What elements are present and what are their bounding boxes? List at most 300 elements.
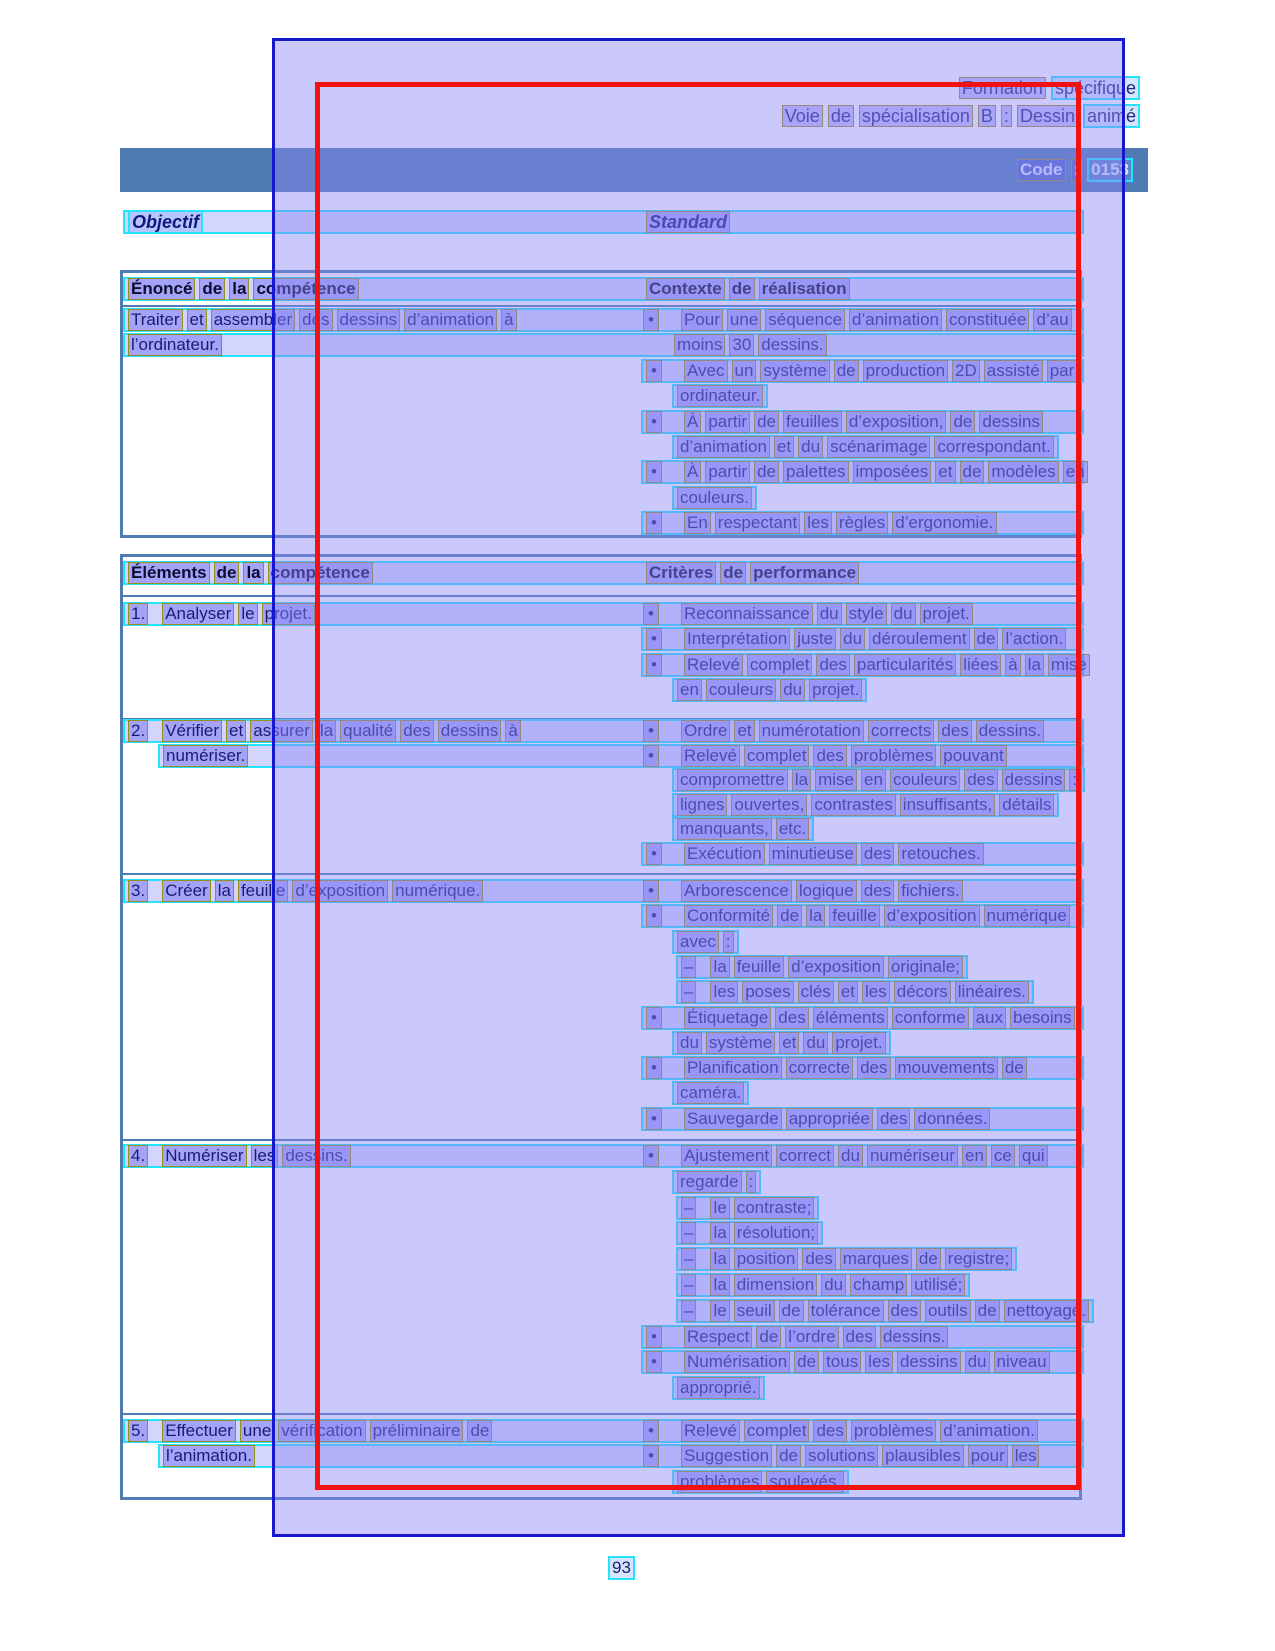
word-box: style xyxy=(846,603,887,625)
word-box: animé xyxy=(1083,104,1140,128)
token-group xyxy=(646,562,859,584)
word-box: Analyser xyxy=(162,603,234,625)
word-box: une xyxy=(240,1420,274,1442)
word-box: la xyxy=(710,1248,729,1270)
row-divider xyxy=(123,873,1079,875)
page-number xyxy=(608,1556,635,1580)
word-box: de xyxy=(199,278,225,300)
word-box: numérique xyxy=(984,905,1070,927)
word-box: le xyxy=(238,603,257,625)
word-box: en xyxy=(861,769,886,791)
word-box: Respect xyxy=(684,1326,752,1348)
word-box: de xyxy=(720,562,746,584)
word-box: 5. xyxy=(128,1420,148,1442)
word-box: feuille xyxy=(829,905,879,927)
left-cell-text xyxy=(128,334,222,356)
word-box: : xyxy=(1001,105,1012,127)
word-box: des xyxy=(964,769,997,791)
left-cell-text xyxy=(128,720,521,742)
right-cell-text xyxy=(643,1145,1048,1167)
word-box: particularités xyxy=(854,654,956,676)
word-box: du xyxy=(891,603,916,625)
word-box: d’exposition xyxy=(884,905,980,927)
word-box: du xyxy=(838,1145,863,1167)
word-box: en xyxy=(677,679,702,701)
right-cell-text xyxy=(646,1057,1027,1079)
header-line-formation xyxy=(959,76,1140,100)
word-box: logique xyxy=(796,880,857,902)
word-box: 3. xyxy=(128,880,148,902)
right-cell-text xyxy=(677,436,1054,458)
right-cell-text xyxy=(681,981,1029,1003)
word-box: du xyxy=(965,1351,990,1373)
word-box: la xyxy=(229,278,249,300)
word-box: Conformité xyxy=(684,905,773,927)
word-box: correct xyxy=(776,1145,834,1167)
right-cell-text xyxy=(646,905,1070,927)
word-box: caméra. xyxy=(677,1082,744,1104)
word-box: Pour xyxy=(681,309,723,331)
word-box: : xyxy=(1071,159,1083,181)
word-box: préliminaire xyxy=(370,1420,464,1442)
word-box: besoins xyxy=(1010,1007,1075,1029)
word-box: À xyxy=(684,411,701,433)
left-cell-text xyxy=(128,1145,351,1167)
word-box: corrects xyxy=(868,720,934,742)
word-box: Vérifier xyxy=(162,720,222,742)
word-box: les xyxy=(865,1351,893,1373)
word-box: ce xyxy=(991,1145,1015,1167)
word-box: du xyxy=(798,436,823,458)
bullet-icon: • xyxy=(643,1420,659,1442)
word-box: projet. xyxy=(920,603,973,625)
right-cell-text xyxy=(646,360,1077,382)
word-box: d’animation xyxy=(404,309,497,331)
word-box: Reconnaissance xyxy=(681,603,813,625)
word-box: – xyxy=(681,1274,696,1296)
word-box: utilisé; xyxy=(911,1274,965,1296)
word-box: avec xyxy=(677,931,719,953)
word-box: Énoncé xyxy=(128,278,195,300)
word-box: la xyxy=(243,562,263,584)
word-box: en xyxy=(962,1145,987,1167)
word-box: d’animation xyxy=(849,309,942,331)
word-box: liées xyxy=(960,654,1001,676)
word-box: dessins xyxy=(897,1351,961,1373)
word-box: des xyxy=(400,720,433,742)
word-box: constituée xyxy=(946,309,1030,331)
text-line xyxy=(676,1247,1017,1271)
text-line xyxy=(676,1196,819,1220)
word-box: d’ergonomie. xyxy=(892,512,996,534)
right-cell-text xyxy=(643,603,973,625)
word-box: la xyxy=(215,880,234,902)
word-box: détails xyxy=(999,794,1054,816)
right-cell-text xyxy=(643,1420,1038,1442)
word-box: du xyxy=(821,1274,846,1296)
word-box: données. xyxy=(914,1108,990,1130)
word-box: de xyxy=(756,1326,781,1348)
left-cell-text xyxy=(163,1445,255,1467)
word-box: 0153 xyxy=(1087,158,1133,182)
word-box: Étiquetage xyxy=(684,1007,771,1029)
word-box: complet xyxy=(744,1420,810,1442)
word-box: une xyxy=(727,309,761,331)
word-box: du xyxy=(780,679,805,701)
word-box: de xyxy=(960,461,985,483)
text-line xyxy=(641,511,1084,535)
word-box: – xyxy=(681,1300,696,1322)
word-box: etc. xyxy=(776,818,809,840)
word-box: linéaires. xyxy=(955,981,1029,1003)
word-box: dessins xyxy=(1002,769,1066,791)
word-box: Critères xyxy=(646,562,716,584)
left-cell-text xyxy=(128,309,517,331)
word-box: qui xyxy=(1019,1145,1048,1167)
word-box: projet. xyxy=(809,679,862,701)
word-box: position xyxy=(734,1248,799,1270)
word-box: de xyxy=(950,411,975,433)
word-box: Avec xyxy=(684,360,728,382)
code-text xyxy=(1017,158,1133,182)
bullet-icon: • xyxy=(646,1108,662,1130)
bullet-icon: • xyxy=(643,745,659,767)
word-box: minutieuse xyxy=(769,843,857,865)
word-box: Suggestion xyxy=(681,1445,772,1467)
right-cell-text xyxy=(677,1171,756,1193)
word-box: Numériser xyxy=(162,1145,246,1167)
right-cell-text xyxy=(681,1274,965,1296)
bullet-icon: • xyxy=(643,880,659,902)
word-box: du xyxy=(803,1032,828,1054)
word-box: la xyxy=(1025,654,1044,676)
text-line xyxy=(672,817,814,841)
table-header-line xyxy=(123,277,1084,301)
word-box: regarde xyxy=(677,1171,742,1193)
right-cell-text xyxy=(646,628,1066,650)
word-box: du xyxy=(677,1032,702,1054)
right-cell-text xyxy=(681,956,963,978)
text-line xyxy=(123,602,1084,626)
word-box: Éléments xyxy=(128,562,210,584)
word-box: Contexte xyxy=(646,278,725,300)
right-cell-text xyxy=(677,385,763,407)
text-line xyxy=(641,627,1084,651)
word-box: des xyxy=(938,720,971,742)
bullet-icon: • xyxy=(643,720,659,742)
word-box: les xyxy=(251,1145,279,1167)
word-box: Relevé xyxy=(684,654,743,676)
word-box: champ xyxy=(850,1274,907,1296)
word-box: les xyxy=(862,981,890,1003)
word-box: production xyxy=(863,360,948,382)
word-box: la xyxy=(317,720,336,742)
text-line xyxy=(641,460,1084,484)
text-line xyxy=(641,653,1087,677)
word-box: feuille xyxy=(238,880,288,902)
word-box: feuille xyxy=(734,956,784,978)
objectif-standard-line xyxy=(123,210,1084,234)
word-box: pouvant xyxy=(940,745,1007,767)
text-line xyxy=(158,744,1084,768)
word-box: par xyxy=(1047,360,1078,382)
right-cell-text xyxy=(681,1222,818,1244)
text-line xyxy=(672,1170,761,1194)
word-box: numérotation xyxy=(759,720,864,742)
text-line xyxy=(676,1221,823,1245)
right-cell-text xyxy=(677,679,862,701)
word-box: de xyxy=(975,1300,1000,1322)
word-box: problèmes xyxy=(851,1420,936,1442)
word-box: 2D xyxy=(952,360,980,382)
word-box: des xyxy=(299,309,332,331)
word-box: système xyxy=(760,360,829,382)
word-box: des xyxy=(861,843,894,865)
word-box: nettoyage. xyxy=(1004,1300,1089,1322)
word-box: En xyxy=(684,512,711,534)
bullet-icon: • xyxy=(643,309,659,331)
word-box: B xyxy=(978,105,996,127)
word-box: dessins. xyxy=(880,1326,948,1348)
word-box: Planification xyxy=(684,1057,782,1079)
word-box: dimension xyxy=(734,1274,818,1296)
right-cell-text xyxy=(677,487,752,509)
text-line xyxy=(672,678,867,702)
word-box: marques xyxy=(840,1248,912,1270)
word-box: en xyxy=(1063,461,1088,483)
text-line xyxy=(676,1299,1094,1323)
word-box: originale; xyxy=(888,956,963,978)
word-box: – xyxy=(681,981,696,1003)
word-box: dessins xyxy=(337,309,401,331)
word-box: approprié. xyxy=(677,1377,760,1399)
word-box: numériseur xyxy=(867,1145,958,1167)
word-box: – xyxy=(681,1197,696,1219)
text-line xyxy=(123,333,1084,357)
word-box: Exécution xyxy=(684,843,765,865)
word-box: d’au xyxy=(1033,309,1071,331)
bullet-icon: • xyxy=(646,905,662,927)
word-box: Standard xyxy=(646,211,730,233)
word-box: à xyxy=(501,309,516,331)
word-box: des xyxy=(813,745,846,767)
word-box: de xyxy=(777,905,802,927)
bullet-icon: • xyxy=(646,512,662,534)
word-box: de xyxy=(754,461,779,483)
left-cell-text xyxy=(163,745,248,767)
word-box: de xyxy=(916,1248,941,1270)
word-box: des xyxy=(857,1057,890,1079)
word-box: à xyxy=(505,720,520,742)
bullet-icon: • xyxy=(646,843,662,865)
word-box: Code xyxy=(1017,159,1066,181)
text-line xyxy=(123,879,1084,903)
token-group xyxy=(128,562,373,584)
text-line xyxy=(672,793,1059,817)
word-box: et xyxy=(935,461,955,483)
word-box: Ajustement xyxy=(681,1145,772,1167)
bullet-icon: • xyxy=(646,654,662,676)
word-box: 4. xyxy=(128,1145,148,1167)
right-cell-text xyxy=(646,1108,990,1130)
word-box: spécifique xyxy=(1051,76,1140,100)
word-box: assembler xyxy=(211,309,295,331)
left-cell-text xyxy=(128,603,315,625)
word-box: de xyxy=(974,628,999,650)
word-box: Créer xyxy=(162,880,211,902)
text-line xyxy=(123,308,1084,332)
word-box: complet xyxy=(744,745,810,767)
word-box: scénarimage xyxy=(827,436,930,458)
word-box: problèmes xyxy=(851,745,936,767)
word-box: de xyxy=(776,1445,801,1467)
word-box: d’exposition, xyxy=(846,411,947,433)
word-box: Numérisation xyxy=(684,1351,790,1373)
word-box: de xyxy=(779,1300,804,1322)
table-header-line xyxy=(123,561,1084,585)
text-line xyxy=(641,1056,1084,1080)
word-box: de xyxy=(214,562,240,584)
right-cell-text xyxy=(646,843,984,865)
text-line xyxy=(641,410,1084,434)
text-line xyxy=(123,719,1084,743)
word-box: : xyxy=(1069,769,1080,791)
text-line xyxy=(672,1081,749,1105)
word-box: 2. xyxy=(128,720,148,742)
word-box: projet. xyxy=(832,1032,885,1054)
word-box: – xyxy=(681,956,696,978)
word-box: les xyxy=(1012,1445,1040,1467)
right-cell-text xyxy=(646,1351,1050,1373)
right-cell-text xyxy=(677,1032,886,1054)
right-cell-text xyxy=(646,654,1090,676)
text-line xyxy=(641,1350,1084,1374)
word-box: décors xyxy=(894,981,951,1003)
word-box: Sauvegarde xyxy=(684,1108,782,1130)
word-box: des xyxy=(888,1300,921,1322)
text-line xyxy=(641,359,1084,383)
right-cell-text xyxy=(643,880,963,902)
word-box: fichiers. xyxy=(898,880,963,902)
right-cell-text xyxy=(677,1377,760,1399)
word-box: assurer xyxy=(250,720,313,742)
word-box: à xyxy=(1005,654,1020,676)
right-cell-text xyxy=(681,1248,1012,1270)
text-line xyxy=(641,904,1084,928)
word-box: règles xyxy=(836,512,888,534)
word-box: qualité xyxy=(340,720,396,742)
text-line xyxy=(672,930,739,954)
text-line xyxy=(672,1031,891,1055)
word-box: – xyxy=(681,1248,696,1270)
right-cell-text xyxy=(674,334,827,356)
word-box: problèmes xyxy=(677,1471,762,1493)
row-divider xyxy=(123,1139,1079,1141)
text-line xyxy=(641,1325,1084,1349)
word-box: insuffisants, xyxy=(900,794,995,816)
word-box: des xyxy=(802,1248,835,1270)
word-box: d’animation xyxy=(677,436,770,458)
word-box: retouches. xyxy=(898,843,983,865)
word-box: Arborescence xyxy=(681,880,792,902)
word-box: aux xyxy=(973,1007,1006,1029)
bullet-icon: • xyxy=(646,411,662,433)
word-box: compétence xyxy=(268,562,373,584)
right-cell-text xyxy=(681,1300,1089,1322)
bullet-icon: • xyxy=(643,603,659,625)
text-line xyxy=(672,435,1059,459)
word-box: un xyxy=(732,360,757,382)
word-box: résolution; xyxy=(734,1222,818,1244)
word-box: mouvements xyxy=(895,1057,998,1079)
word-box: la xyxy=(806,905,825,927)
word-box: juste xyxy=(794,628,836,650)
word-box: compétence xyxy=(253,278,358,300)
word-box: Effectuer xyxy=(162,1420,236,1442)
text-line xyxy=(672,768,1085,792)
word-box: déroulement xyxy=(869,628,970,650)
word-box: complet xyxy=(747,654,813,676)
word-box: moins xyxy=(674,334,725,356)
word-box: les xyxy=(710,981,738,1003)
bullet-icon: • xyxy=(646,628,662,650)
text-line xyxy=(672,384,768,408)
word-box: feuilles xyxy=(783,411,842,433)
word-box: système xyxy=(706,1032,775,1054)
right-cell-text xyxy=(646,512,997,534)
word-box: et xyxy=(226,720,246,742)
word-box: – xyxy=(681,1222,696,1244)
word-box: dessins. xyxy=(976,720,1044,742)
word-box: soulevés. xyxy=(766,1471,844,1493)
text-line xyxy=(158,1444,1084,1468)
word-box: des xyxy=(843,1326,876,1348)
word-box: spécialisation xyxy=(859,105,973,127)
word-box: À xyxy=(684,461,701,483)
word-box: ordinateur. xyxy=(677,385,763,407)
word-box: mise xyxy=(1048,654,1090,676)
word-box: correcte xyxy=(786,1057,853,1079)
word-box: des xyxy=(813,1420,846,1442)
word-box: les xyxy=(804,512,832,534)
token-group xyxy=(646,278,850,300)
word-box: Interprétation xyxy=(684,628,790,650)
word-box: le xyxy=(710,1300,729,1322)
word-box: dessins. xyxy=(282,1145,350,1167)
word-box: 93 xyxy=(608,1556,635,1580)
word-box: Traiter xyxy=(128,309,183,331)
text-line xyxy=(676,1273,970,1297)
word-box: Formation xyxy=(959,77,1046,99)
right-cell-text xyxy=(646,1326,948,1348)
word-box: Relevé xyxy=(681,1420,740,1442)
word-box: conforme xyxy=(892,1007,969,1029)
right-cell-text xyxy=(643,720,1044,742)
text-line xyxy=(672,1470,849,1494)
word-box: la xyxy=(710,1222,729,1244)
word-box: partir xyxy=(705,411,750,433)
word-box: Voie xyxy=(782,105,823,127)
word-box: et xyxy=(779,1032,799,1054)
word-box: l’ordre xyxy=(785,1326,838,1348)
bullet-icon: • xyxy=(646,461,662,483)
word-box: du xyxy=(840,628,865,650)
word-box: et xyxy=(187,309,207,331)
word-box: Dessin xyxy=(1017,105,1078,127)
word-box: numériser. xyxy=(163,745,248,767)
word-box: d’exposition xyxy=(292,880,388,902)
word-box: de xyxy=(834,360,859,382)
